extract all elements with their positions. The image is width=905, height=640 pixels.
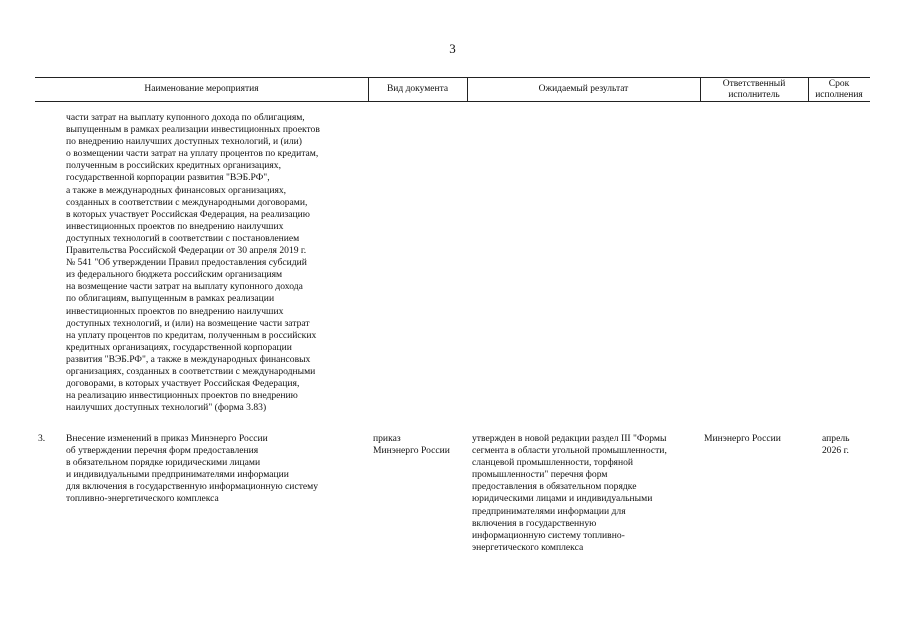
text-line: предоставления в обязательном порядке	[472, 481, 637, 493]
row-term	[822, 433, 867, 457]
text-line: в которых участвует Российская Федерация, на реализацию	[66, 208, 310, 220]
page-number: 3	[449, 41, 456, 56]
text-line: о возмещении части затрат на уплату процентов по кредитам,	[66, 148, 319, 160]
text-line: созданных в соответствии с международными договорами,	[66, 196, 308, 208]
text-line: Правительства Российской Федерации от 30 апреля 2019 г.	[66, 245, 307, 257]
text-line: Минэнерго России	[373, 445, 450, 457]
text-line: развития "ВЭБ.РФ", а также в международных финансовых	[66, 353, 311, 365]
text-line: организациях, созданных в соответствии с международными	[66, 365, 316, 377]
text-line: на уплату процентов по кредитам, полученным в российских	[66, 329, 317, 341]
continued-activity-text	[66, 112, 366, 414]
text-line: и индивидуальными предпринимателями информации	[66, 469, 289, 481]
row-responsible: Минэнерго России	[704, 433, 781, 444]
text-line: доступных технологий, и (или) на возмещение части затрат	[66, 317, 310, 329]
text-line: энергетического комплекса	[472, 541, 584, 553]
text-line: предпринимателями информации для	[472, 505, 626, 517]
header-responsible	[700, 78, 808, 101]
text-line: Внесение изменений в приказ Минэнерго России	[66, 433, 268, 444]
text-line: доступных технологий в соответствии с постановлением	[66, 232, 300, 244]
text-line: в обязательном порядке юридическими лицами	[66, 457, 261, 469]
text-line: промышленности" перечня форм	[472, 469, 608, 481]
text-line: по внедрению наилучших доступных технологий, и (или)	[66, 136, 302, 148]
header-responsible-line1: Ответственный	[722, 79, 786, 89]
text-line: наилучших доступных технологий" (форма 3.83)	[66, 402, 267, 414]
text-line: сланцевой промышленности, торфяной	[472, 457, 634, 469]
text-line: договорами, в которых участвует Российская Федерация,	[66, 378, 300, 390]
row-document-type	[373, 433, 468, 457]
text-line: включения в государственную	[472, 517, 597, 529]
text-line: топливно-энергетического комплекса	[66, 493, 219, 505]
text-line: апрель	[822, 433, 850, 444]
text-line: об утверждении перечня форм предоставления	[66, 445, 259, 457]
text-line: части затрат на выплату купонного дохода по облигациям,	[66, 112, 305, 123]
row-expected-result	[472, 433, 697, 554]
text-line: кредитных организациях, государственной корпорации	[66, 341, 292, 353]
header-expected-result-label: Ожидаемый результат	[538, 84, 629, 95]
text-line: полученным в российских кредитных организациях,	[66, 160, 282, 172]
text-line: на реализацию инвестиционных проектов по внедрению	[66, 390, 298, 402]
text-line: юридическими лицами и индивидуальными	[472, 493, 653, 505]
text-line: из федерального бюджета российским организациям	[66, 269, 283, 281]
text-line: выпущенным в рамках реализации инвестиционных проектов	[66, 124, 320, 136]
header-document-type	[368, 78, 467, 101]
table-header-bottom-rule	[35, 101, 870, 102]
header-responsible-line2: исполнитель	[728, 89, 780, 100]
text-line: приказ	[373, 433, 401, 444]
header-activity-name-label: Наименование мероприятия	[144, 84, 259, 95]
text-line: на возмещение части затрат на выплату купонного дохода	[66, 281, 303, 293]
text-line: сегмента в области угольной промышленности,	[472, 445, 667, 457]
text-line: а также в международных финансовых организациях,	[66, 184, 287, 196]
text-line: № 541 "Об утверждении Правил предоставления субсидий	[66, 257, 307, 269]
text-line: инвестиционных проектов по внедрению наилучших	[66, 220, 284, 232]
row-activity-name	[66, 433, 366, 506]
text-line: инвестиционных проектов по внедрению наилучших	[66, 305, 284, 317]
text-line: государственной корпорации развития "ВЭБ.РФ",	[66, 172, 270, 184]
text-line: 2026 г.	[822, 445, 849, 457]
header-term-line2: исполнения	[815, 89, 863, 100]
text-line: информационную систему топливно-	[472, 529, 625, 541]
header-term-line1: Срок	[828, 79, 850, 89]
header-term	[808, 78, 870, 101]
header-expected-result	[467, 78, 700, 101]
row-number: 3.	[38, 433, 46, 444]
header-document-type-label: Вид документа	[386, 84, 449, 95]
text-line: утвержден в новой редакции раздел III "Формы	[472, 433, 667, 444]
header-activity-name	[35, 78, 368, 101]
text-line: по облигациям, выпущенным в рамках реализации	[66, 293, 275, 305]
text-line: для включения в государственную информационную систему	[66, 481, 319, 493]
